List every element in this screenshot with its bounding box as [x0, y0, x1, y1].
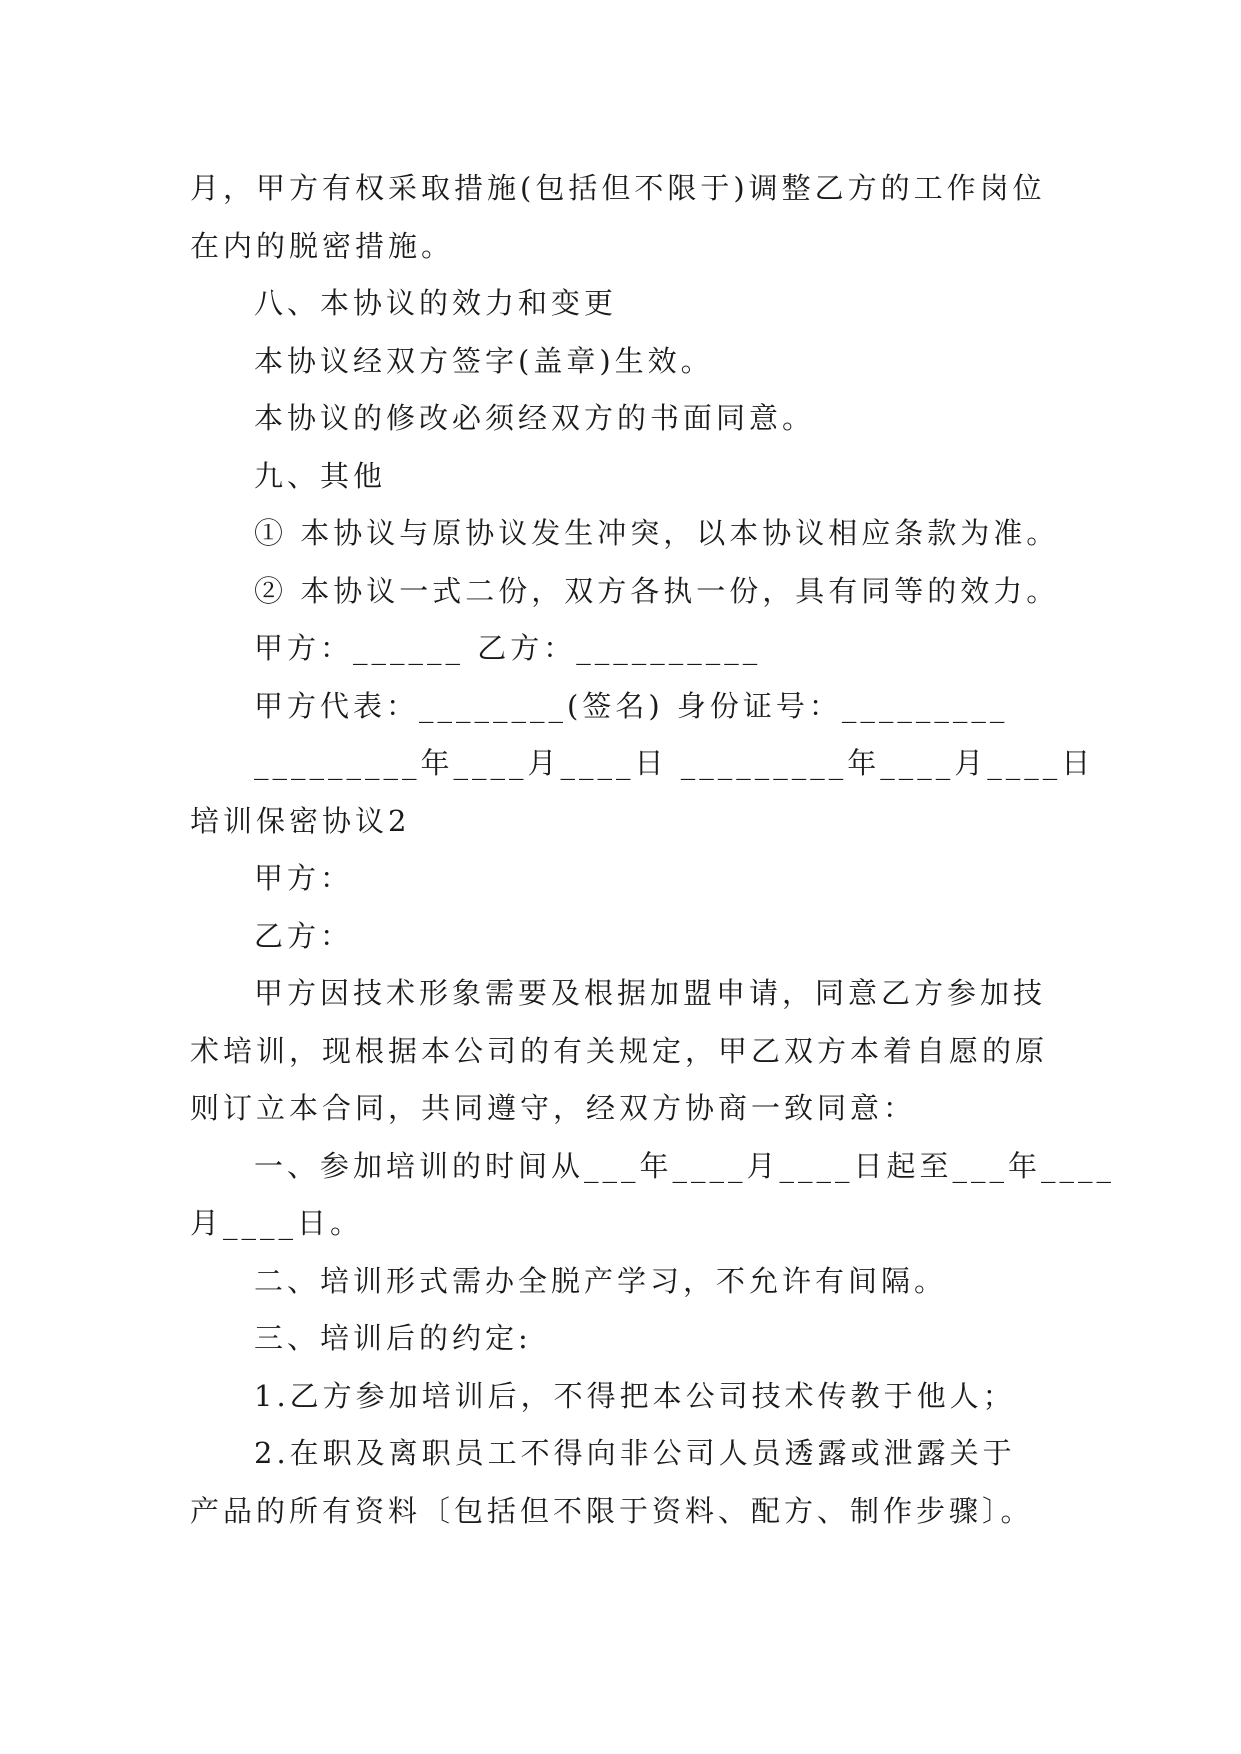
- document-line: 甲方：______ 乙方：__________: [254, 631, 762, 665]
- document-line: 二、培训形式需办全脱产学习，不允许有间隔。: [254, 1263, 948, 1298]
- document-line: 一、参加培训的时间从___年____月____日起至___年____: [254, 1148, 1116, 1183]
- document-line: 在内的脱密措施。: [190, 228, 455, 263]
- document-line: 九、其他: [254, 458, 387, 493]
- document-line: 月，甲方有权采取措施(包括但不限于)调整乙方的工作岗位: [190, 171, 1046, 205]
- document-line: 甲方：: [254, 861, 354, 895]
- document-line: 2.在职及离职员工不得向非公司人员透露或泄露关于: [254, 1436, 1016, 1470]
- document-line: 三、培训后的约定:: [254, 1321, 532, 1355]
- document-line: 八、本协议的效力和变更: [254, 286, 618, 320]
- document-line: 术培训，现根据本公司的有关规定，甲乙双方本着自愿的原: [190, 1033, 1049, 1068]
- document-line: 月____日。: [190, 1206, 364, 1240]
- document-line: 乙方：: [254, 918, 354, 953]
- document-line: 甲方代表：________(签名) 身份证号：_________: [254, 688, 1009, 723]
- document-body: [190, 160, 1116, 1540]
- document-line: ② 本协议一式二份，双方各执一份，具有同等的效力。: [254, 573, 1060, 608]
- document-line: 产品的所有资料〔包括但不限于资料、配方、制作步骤〕。: [190, 1493, 1034, 1528]
- document-line: 1.乙方参加培训后，不得把本公司技术传教于他人；: [254, 1378, 1016, 1413]
- document-line: 培训保密协议2: [190, 803, 411, 838]
- document-line: 则订立本合同，共同遵守，经双方协商一致同意：: [190, 1091, 917, 1125]
- document-line: _________年____月____日 _________年____月____日: [254, 746, 1095, 780]
- document-line: ① 本协议与原协议发生冲突，以本协议相应条款为准。: [254, 516, 1060, 550]
- document-line: 甲方因技术形象需要及根据加盟申请，同意乙方参加技: [254, 976, 1047, 1010]
- document-line: 本协议的修改必须经双方的书面同意。: [254, 401, 816, 435]
- document-line: 本协议经双方签字(盖章)生效。: [254, 343, 714, 378]
